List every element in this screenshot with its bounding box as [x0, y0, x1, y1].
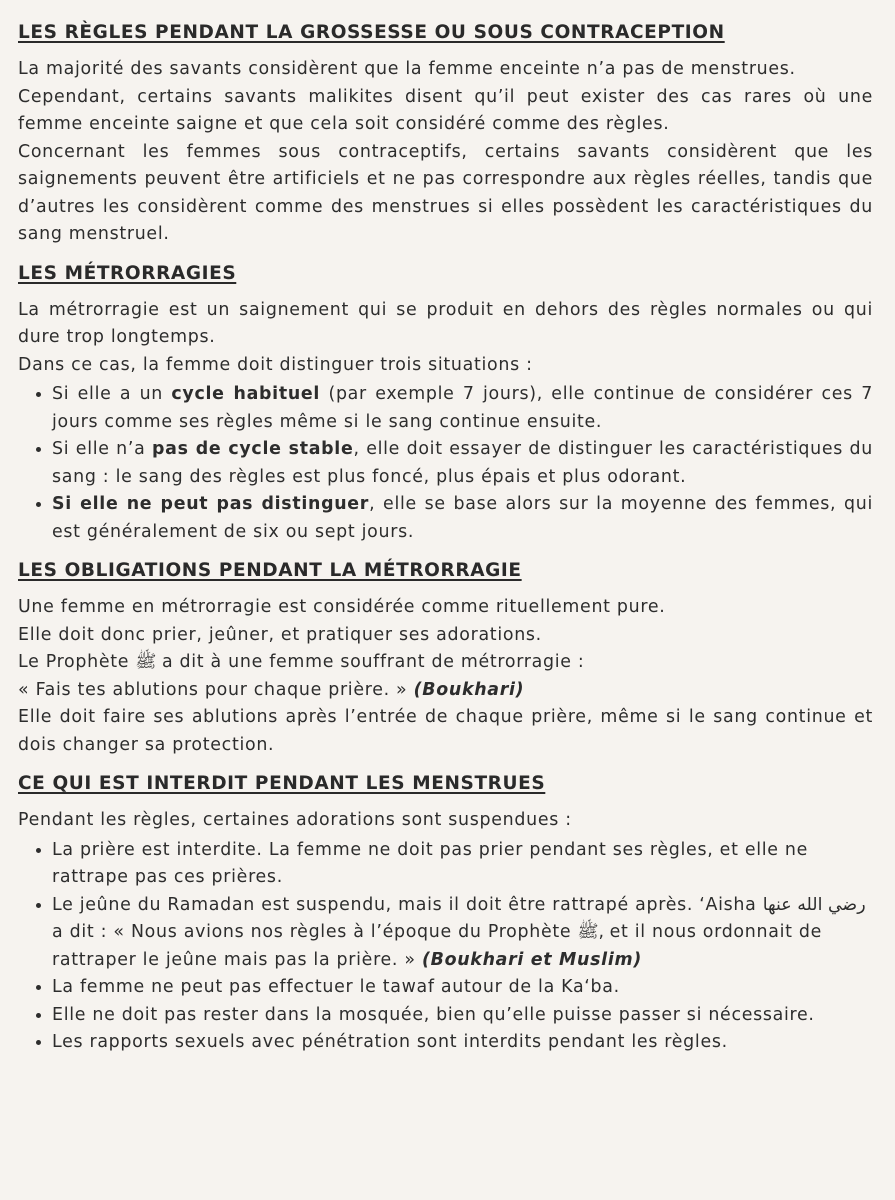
list-item: • Elle ne doit pas rester dans la mosquée, bien qu’elle puisse passer si nécessaire.	[52, 1002, 873, 1030]
list-item	[52, 436, 873, 491]
paragraph: Le Prophète ﷺ a dit à une femme souffrant de métrorragie :	[18, 652, 585, 672]
list-item: • Les rapports sexuels avec pénétration sont interdits pendant les règles.	[52, 1029, 873, 1057]
paragraph: Cependant, certains savants malikites disent qu’il peut exister des cas rares où une femme enceinte saigne et que cela soit considéré comme des règles.	[18, 86, 873, 134]
arabic-honorific: رضي الله عنها	[762, 894, 866, 915]
bold-text: pas de cycle stable	[152, 439, 354, 459]
bold-text: cycle habituel	[171, 384, 321, 404]
paragraph: Elle doit faire ses ablutions après l’entrée de chaque prière, même si le sang continue et dois changer sa protection.	[18, 707, 873, 755]
section-heading: LES RÈGLES PENDANT LA GROSSESSE OU SOUS CONTRACEPTION	[18, 22, 725, 43]
section-heading: LES OBLIGATIONS PENDANT LA MÉTRORRAGIE	[18, 560, 522, 581]
text: Le jeûne du Ramadan est suspendu, mais il doit être rattrapé après. ‘Aisha	[52, 894, 763, 915]
paragraph: La métrorragie est un saignement qui se produit en dehors des règles normales ou qui dure trop longtemps.	[18, 299, 873, 347]
section-pregnancy	[18, 18, 873, 249]
paragraph: La majorité des savants considèrent que la femme enceinte n’a pas de menstrues.	[18, 59, 796, 79]
bullet-list	[18, 837, 873, 1057]
section-heading: LES MÉTRORRAGIES	[18, 262, 237, 284]
list-item	[52, 892, 873, 975]
section-metrorrhagia	[18, 259, 873, 547]
text: « Fais tes ablutions pour chaque prière. »	[18, 679, 414, 700]
section-obligations	[18, 556, 873, 759]
list-item: • La femme ne peut pas effectuer le tawaf autour de la Ka‘ba.	[52, 974, 873, 1002]
citation: (Boukhari et Muslim)	[421, 949, 642, 970]
text: Si elle n’a	[52, 439, 153, 459]
list-item	[52, 381, 873, 436]
text: a dit : « Nous avions nos règles à l’époque du Prophète ﷺ, et il nous ordonnait de rattraper le jeûne mais pas la prière. »	[52, 922, 822, 970]
text: (par exemple 7 jours), elle continue de considérer ces 7 jours comme ses règles même si le sang continue ensuite.	[52, 384, 873, 432]
text: , elle se base alors sur la moyenne des femmes, qui est généralement de six ou sept jours.	[52, 494, 873, 542]
paragraph: Elle doit donc prier, jeûner, et pratiquer ses adorations.	[18, 624, 542, 645]
hadith-quote	[18, 677, 873, 705]
paragraph: Dans ce cas, la femme doit distinguer trois situations :	[18, 354, 533, 375]
list-item	[52, 491, 873, 546]
paragraph: Une femme en métrorragie est considérée comme rituellement pure.	[18, 597, 666, 617]
paragraph: Concernant les femmes sous contraceptifs, certains savants considèrent que les saignements peuvent être artificiels et ne pas correspondre aux règles réelles, tandis que d’autres les considèrent comme des menstrues si elles possèdent les caractéristiques du sang menstruel.	[18, 141, 873, 244]
bold-text: Si elle ne peut pas distinguer	[52, 494, 370, 514]
text: Si elle a un	[52, 384, 172, 404]
bullet-list	[18, 381, 873, 546]
section-heading: CE QUI EST INTERDIT PENDANT LES MENSTRUES	[18, 773, 546, 794]
citation: (Boukhari)	[413, 679, 525, 700]
list-item: • La prière est interdite. La femme ne doit pas prier pendant ses règles, et elle ne rattrape pas ces prières.	[52, 837, 873, 892]
section-forbidden	[18, 769, 873, 1057]
paragraph: Pendant les règles, certaines adorations sont suspendues :	[18, 810, 572, 830]
text: , elle doit essayer de distinguer les caractéristiques du sang : le sang des règles est plus foncé, plus épais et plus odorant.	[52, 439, 874, 487]
